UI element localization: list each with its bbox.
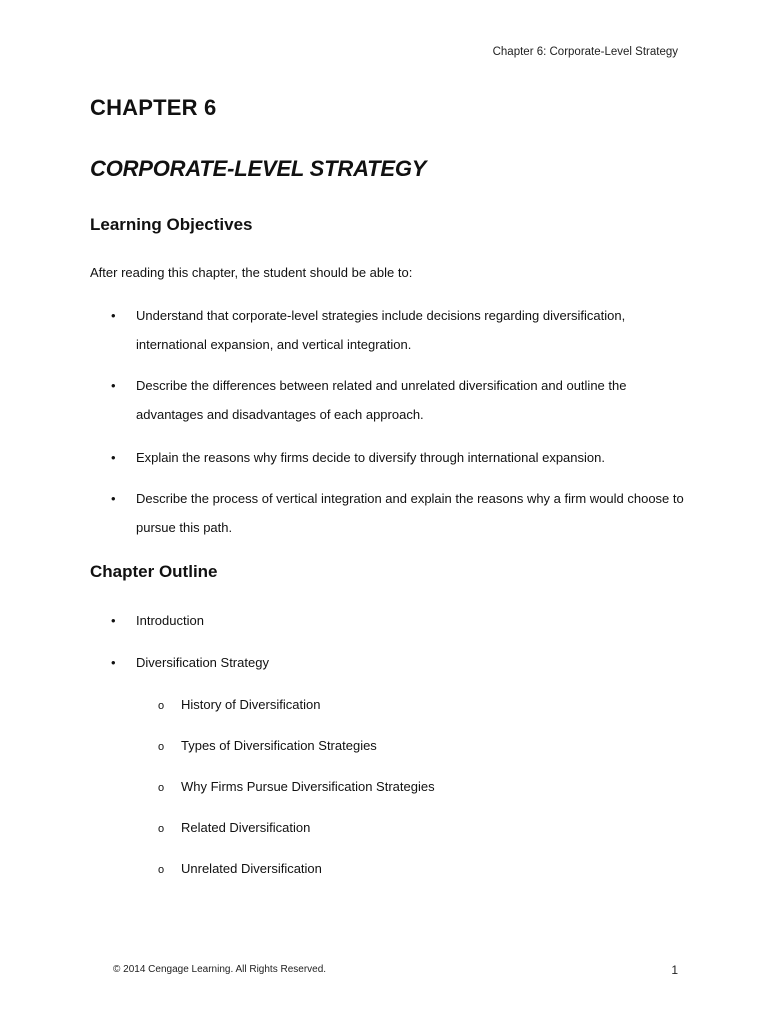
objective-text: Describe the differences between related and unrelated diversification and outline the advantages and disadvantages of each approach. <box>136 378 627 422</box>
outline-sub-text: Related Diversification <box>181 820 311 835</box>
bullet-icon: • <box>111 613 116 628</box>
outline-item <box>111 653 269 673</box>
outline-sub-item <box>158 695 320 715</box>
outline-sub-item <box>158 859 322 879</box>
chapter-number: CHAPTER 6 <box>90 95 217 120</box>
outline-sub-text: Types of Diversification Strategies <box>181 738 377 753</box>
circle-bullet-icon: o <box>158 700 165 712</box>
outline-sub-item <box>158 777 435 797</box>
circle-bullet-icon: o <box>158 782 165 794</box>
bullet-icon: • <box>111 308 116 323</box>
chapter-outline-heading: Chapter Outline <box>90 562 218 581</box>
objective-text: Understand that corporate-level strategies include decisions regarding diversification, international expansion, and vertical integration. <box>136 308 626 352</box>
running-header: Chapter 6: Corporate-Level Strategy <box>492 46 678 58</box>
circle-bullet-icon: o <box>158 741 165 753</box>
outline-sub-item <box>158 818 310 838</box>
learning-objectives-intro: After reading this chapter, the student should be able to: <box>90 265 413 280</box>
objective-item <box>111 443 691 472</box>
outline-text: Diversification Strategy <box>136 655 269 670</box>
objective-text: Explain the reasons why firms decide to diversify through international expansion. <box>136 450 605 465</box>
bullet-icon: • <box>111 491 116 506</box>
learning-objectives-heading: Learning Objectives <box>90 215 253 234</box>
outline-sub-text: History of Diversification <box>181 697 321 712</box>
circle-bullet-icon: o <box>158 864 165 876</box>
outline-sub-item <box>158 736 377 756</box>
objective-item <box>111 371 691 429</box>
outline-sub-text: Why Firms Pursue Diversification Strategies <box>181 779 435 794</box>
outline-item <box>111 611 204 631</box>
circle-bullet-icon: o <box>158 823 165 835</box>
chapter-title: CORPORATE-LEVEL STRATEGY <box>90 156 427 181</box>
objective-text: Describe the process of vertical integration and explain the reasons why a firm would choose to pursue this path. <box>136 491 684 535</box>
bullet-icon: • <box>111 655 116 670</box>
objective-item <box>111 484 691 542</box>
bullet-icon: • <box>111 450 116 465</box>
bullet-icon: • <box>111 378 116 393</box>
page-number: 1 <box>671 963 678 977</box>
outline-text: Introduction <box>136 613 204 628</box>
objective-item <box>111 301 691 359</box>
outline-sub-text: Unrelated Diversification <box>181 861 322 876</box>
footer-copyright: © 2014 Cengage Learning. All Rights Reserved. <box>113 964 327 975</box>
